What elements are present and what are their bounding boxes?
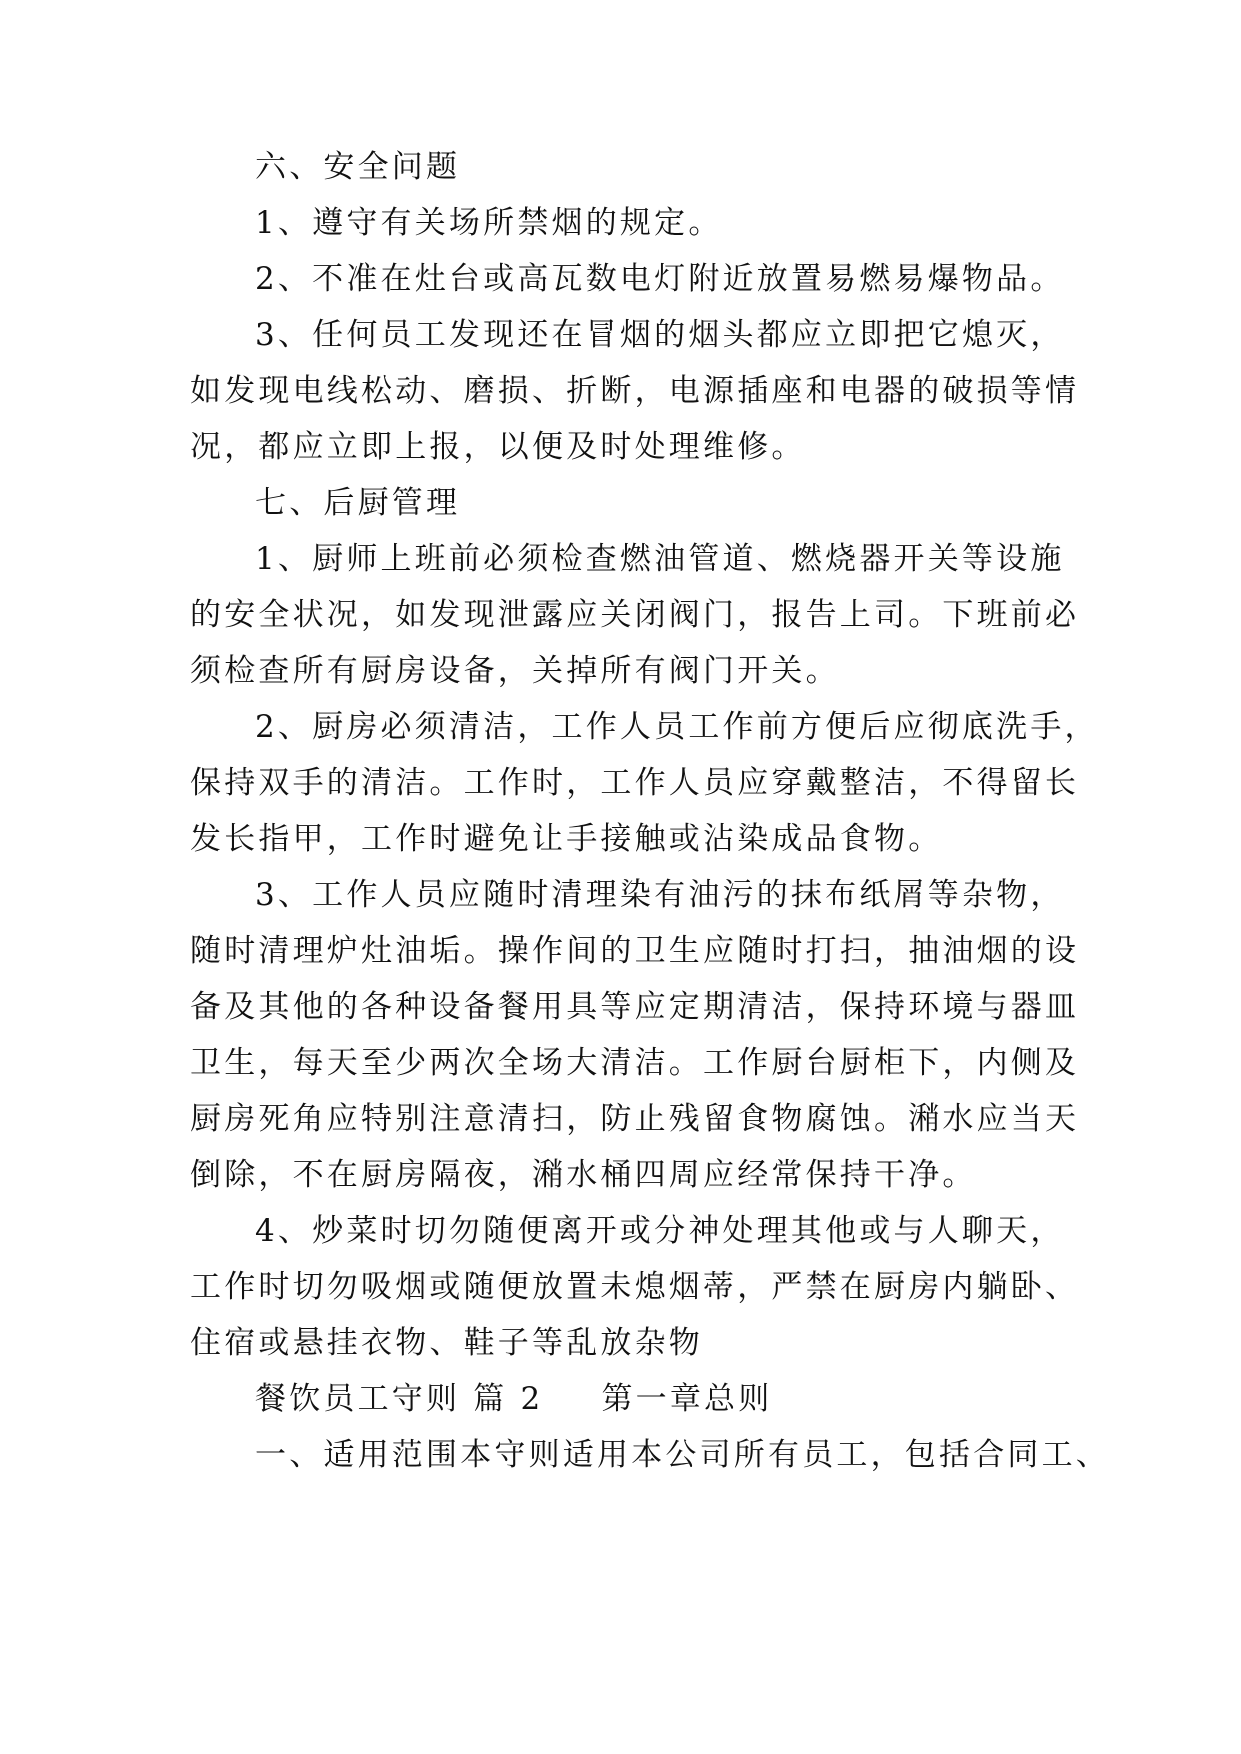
paragraph-line: 如发现电线松动、磨损、折断，电源插座和电器的破损等情 bbox=[190, 373, 1080, 409]
paragraph-line: 2、不准在灶台或高瓦数电灯附近放置易燃易爆物品。 bbox=[255, 261, 1065, 297]
paragraph-line: 厨房死角应特别注意清扫，防止残留食物腐蚀。潲水应当天 bbox=[190, 1101, 1080, 1137]
section-heading-safety: 六、安全问题 bbox=[255, 149, 461, 185]
paragraph-line: 须检查所有厨房设备，关掉所有阀门开关。 bbox=[190, 653, 840, 689]
section-heading-kitchen: 七、后厨管理 bbox=[255, 485, 461, 521]
paragraph-line: 4、炒菜时切勿随便离开或分神处理其他或与人聊天， bbox=[255, 1213, 1065, 1249]
paragraph-line: 3、工作人员应随时清理染有油污的抹布纸屑等杂物， bbox=[255, 877, 1065, 913]
paragraph-line: 工作时切勿吸烟或随便放置未熄烟蒂，严禁在厨房内躺卧、 bbox=[190, 1269, 1080, 1305]
paragraph-line: 住宿或悬挂衣物、鞋子等乱放杂物 bbox=[190, 1325, 703, 1361]
paragraph-line: 1、厨师上班前必须检查燃油管道、燃烧器开关等设施 bbox=[255, 541, 1065, 577]
paragraph-line: 况，都应立即上报，以便及时处理维修。 bbox=[190, 429, 806, 465]
paragraph-line: 3、任何员工发现还在冒烟的烟头都应立即把它熄灭， bbox=[255, 317, 1065, 353]
paragraph-line: 的安全状况，如发现泄露应关闭阀门，报告上司。下班前必 bbox=[190, 597, 1080, 633]
paragraph-line: 备及其他的各种设备餐用具等应定期清洁，保持环境与器皿 bbox=[190, 989, 1080, 1025]
paragraph-line: 2、厨房必须清洁，工作人员工作前方便后应彻底洗手， bbox=[255, 709, 1099, 745]
paragraph-line: 保持双手的清洁。工作时，工作人员应穿戴整洁，不得留长 bbox=[190, 765, 1080, 801]
paragraph-line: 卫生，每天至少两次全场大清洁。工作厨台厨柜下，内侧及 bbox=[190, 1045, 1080, 1081]
paragraph-line: 1、遵守有关场所禁烟的规定。 bbox=[255, 205, 723, 241]
paragraph-line: 随时清理炉灶油垢。操作间的卫生应随时打扫，抽油烟的设 bbox=[190, 933, 1080, 969]
paragraph-line: 一、适用范围本守则适用本公司所有员工，包括合同工、 bbox=[255, 1437, 1110, 1473]
paragraph-line: 倒除，不在厨房隔夜，潲水桶四周应经常保持干净。 bbox=[190, 1157, 977, 1193]
chapter-heading-right: 第一章总则 bbox=[601, 1381, 773, 1417]
chapter-heading-left: 餐饮员工守则 篇 2 bbox=[255, 1381, 544, 1417]
paragraph-line: 发长指甲，工作时避免让手接触或沾染成品食物。 bbox=[190, 821, 943, 857]
chapter-heading bbox=[0, 1369, 1241, 1429]
